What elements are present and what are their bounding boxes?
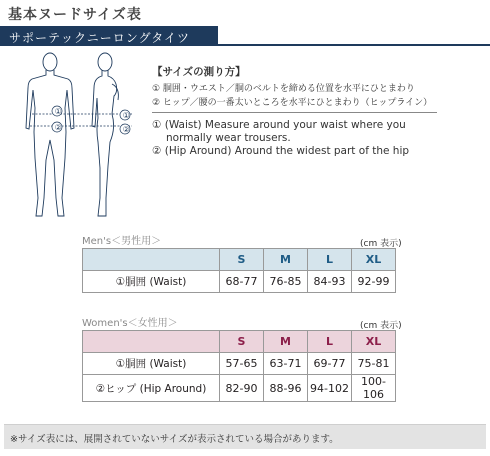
measure-hip-en: ② (Hip Around) Around the widest part of the hip [152,145,410,157]
women-size-m: M [264,331,308,353]
body-figure-illustration [20,48,140,228]
women-section-label: Women's＜女性用＞ [82,318,178,329]
men-waist-label: ①胴囲 (Waist) [83,271,220,293]
women-size-l: L [308,331,352,353]
measure-waist-en: ① (Waist) Measure around your waist where you [152,119,406,131]
men-waist-m: 76-85 [264,271,308,293]
men-size-m: M [264,249,308,271]
men-size-s: S [220,249,264,271]
women-waist-s: 57-65 [220,353,264,375]
measure-waist-jp: ① 胴囲・ウエスト／胴のベルトを締める位置を水平にひとまわり [152,84,415,94]
product-name: サポーテックニーロングタイツ [9,31,191,45]
women-hip-m: 88-96 [264,375,308,402]
women-unit-label: (cm 表示) [360,321,402,331]
page-title: 基本ヌードサイズ表 [8,7,142,23]
women-waist-label: ①胴囲 (Waist) [83,353,220,375]
men-waist-s: 68-77 [220,271,264,293]
women-hip-xl: 100-106 [352,375,396,402]
table-row [83,353,396,375]
table-row [83,271,396,293]
women-hip-s: 82-90 [220,375,264,402]
product-banner [0,26,490,46]
women-size-xl: XL [352,331,396,353]
measure-waist-en-cont: normally wear trousers. [166,132,291,144]
banner-rule [200,44,490,46]
men-header-row [83,249,396,271]
women-waist-l: 69-77 [308,353,352,375]
table-row [83,375,396,402]
women-hip-label: ②ヒップ (Hip Around) [83,375,220,402]
men-waist-l: 84-93 [308,271,352,293]
footer-note-text: ※サイズ表には、展開されていないサイズが表示されている場合があります。 [10,434,339,445]
men-size-xl: XL [352,249,396,271]
waist-marker-front: ① [54,107,62,116]
men-waist-xl: 92-99 [352,271,396,293]
men-section-label: Men's＜男性用＞ [82,236,162,247]
women-header-blank [83,331,220,353]
men-size-l: L [308,249,352,271]
divider [152,112,437,113]
measure-title: 【サイズの測り方】 [152,66,246,78]
men-header-blank [83,249,220,271]
women-waist-m: 63-71 [264,353,308,375]
footer-note [4,424,486,449]
men-size-table [82,248,396,293]
men-unit-label: (cm 表示) [360,239,402,249]
women-header-row [83,331,396,353]
hip-marker-side: ② [122,125,130,134]
women-waist-xl: 75-81 [352,353,396,375]
women-hip-l: 94-102 [308,375,352,402]
measure-hip-jp: ② ヒップ／腰の一番太いところを水平にひとまわり（ヒップライン） [152,98,433,108]
women-size-table [82,330,396,402]
waist-marker-side: ① [122,111,130,120]
women-size-s: S [220,331,264,353]
hip-marker-front: ② [54,123,62,132]
